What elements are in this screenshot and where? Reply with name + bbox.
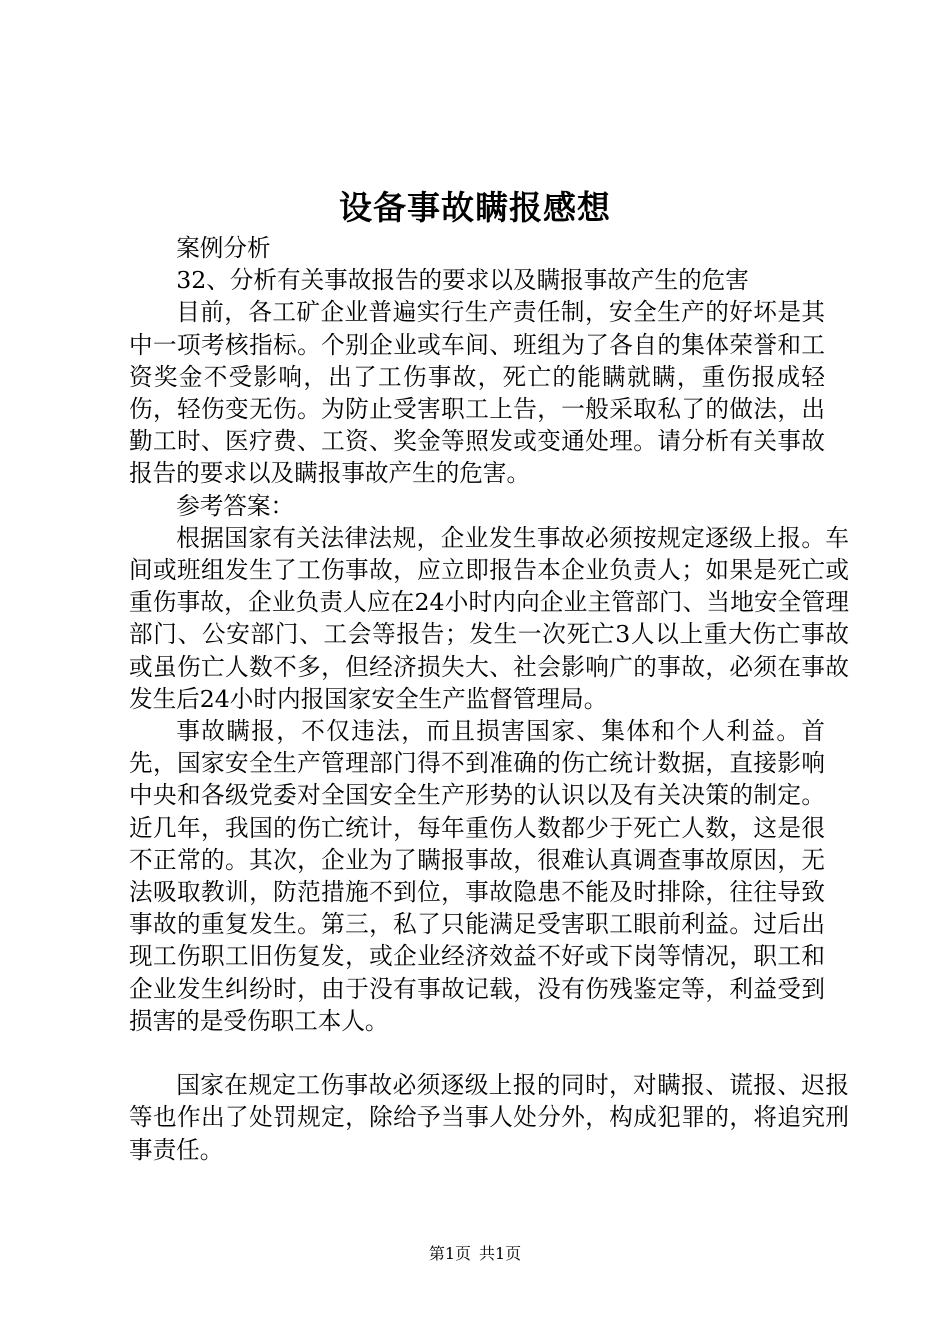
- document-body: [129, 232, 849, 1166]
- page-total: 共1页: [479, 1244, 522, 1263]
- paragraph-spacer: [129, 1037, 825, 1069]
- document-title: 设备事故瞒报感想: [339, 188, 611, 227]
- paragraph-question-title: 32、分析有关事故报告的要求以及瞒报事故产生的危害: [176, 266, 749, 295]
- paragraph-reporting-requirements: 根据国家有关法律法规，企业发生事故必须按规定逐级上报。车间或班组发生了工伤事故，应立即报告本企业负责人；如果是死亡或重伤事故，企业负责人应在24小时内向企业主管部门、当地安全管理部门、公安部门、工会等报告；发生一次死亡3人以上重大伤亡事故或虽伤亡人数不多，但经济损失大、社会影响广的事故，必须在事故发生后24小时内报国家安全生产监督管理局。: [129, 523, 849, 713]
- paragraph-concealment-harms: 事故瞒报，不仅违法，而且损害国家、集体和个人利益。首先，国家安全生产管理部门得不到准确的伤亡统计数据，直接影响中央和各级党委对全国安全生产形势的认识以及有关决策的制定。近几年，我国的伤亡统计，每年重伤人数都少于死亡人数，这是很不正常的。其次，企业为了瞒报事故，很难认真调查事故原因，无法吸取教训，防范措施不到位，事故隐患不能及时排除，往往导致事故的重复发生。第三，私了只能满足受害职工眼前利益。过后出现工伤职工旧伤复发，或企业经济效益不好或下岗等情况，职工和企业发生纠纷时，由于没有事故记载，没有伤残鉴定等，利益受到损害的是受伤职工本人。: [129, 717, 825, 1035]
- paragraph-answer-heading: 参考答案：: [176, 491, 295, 520]
- paragraph-penalties: 国家在规定工伤事故必须逐级上报的同时，对瞒报、谎报、迟报等也作出了处罚规定，除给予当事人处分外，构成犯罪的，将追究刑事责任。: [129, 1071, 849, 1164]
- paragraph-section-heading: 案例分析: [176, 234, 271, 262]
- page-number: 第1页: [428, 1244, 471, 1263]
- page-footer: [0, 1242, 950, 1266]
- paragraph-case-description: 目前，各工矿企业普遍实行生产责任制，安全生产的好坏是其中一项考核指标。个别企业或车间、班组为了各自的集体荣誉和工资奖金不受影响，出了工伤事故，死亡的能瞒就瞒，重伤报成轻伤，轻伤变无伤。为防止受害职工上告，一般采取私了的做法，出勤工时、医疗费、工资、奖金等照发或变通处理。请分析有关事故报告的要求以及瞒报事故产生的危害。: [129, 298, 825, 488]
